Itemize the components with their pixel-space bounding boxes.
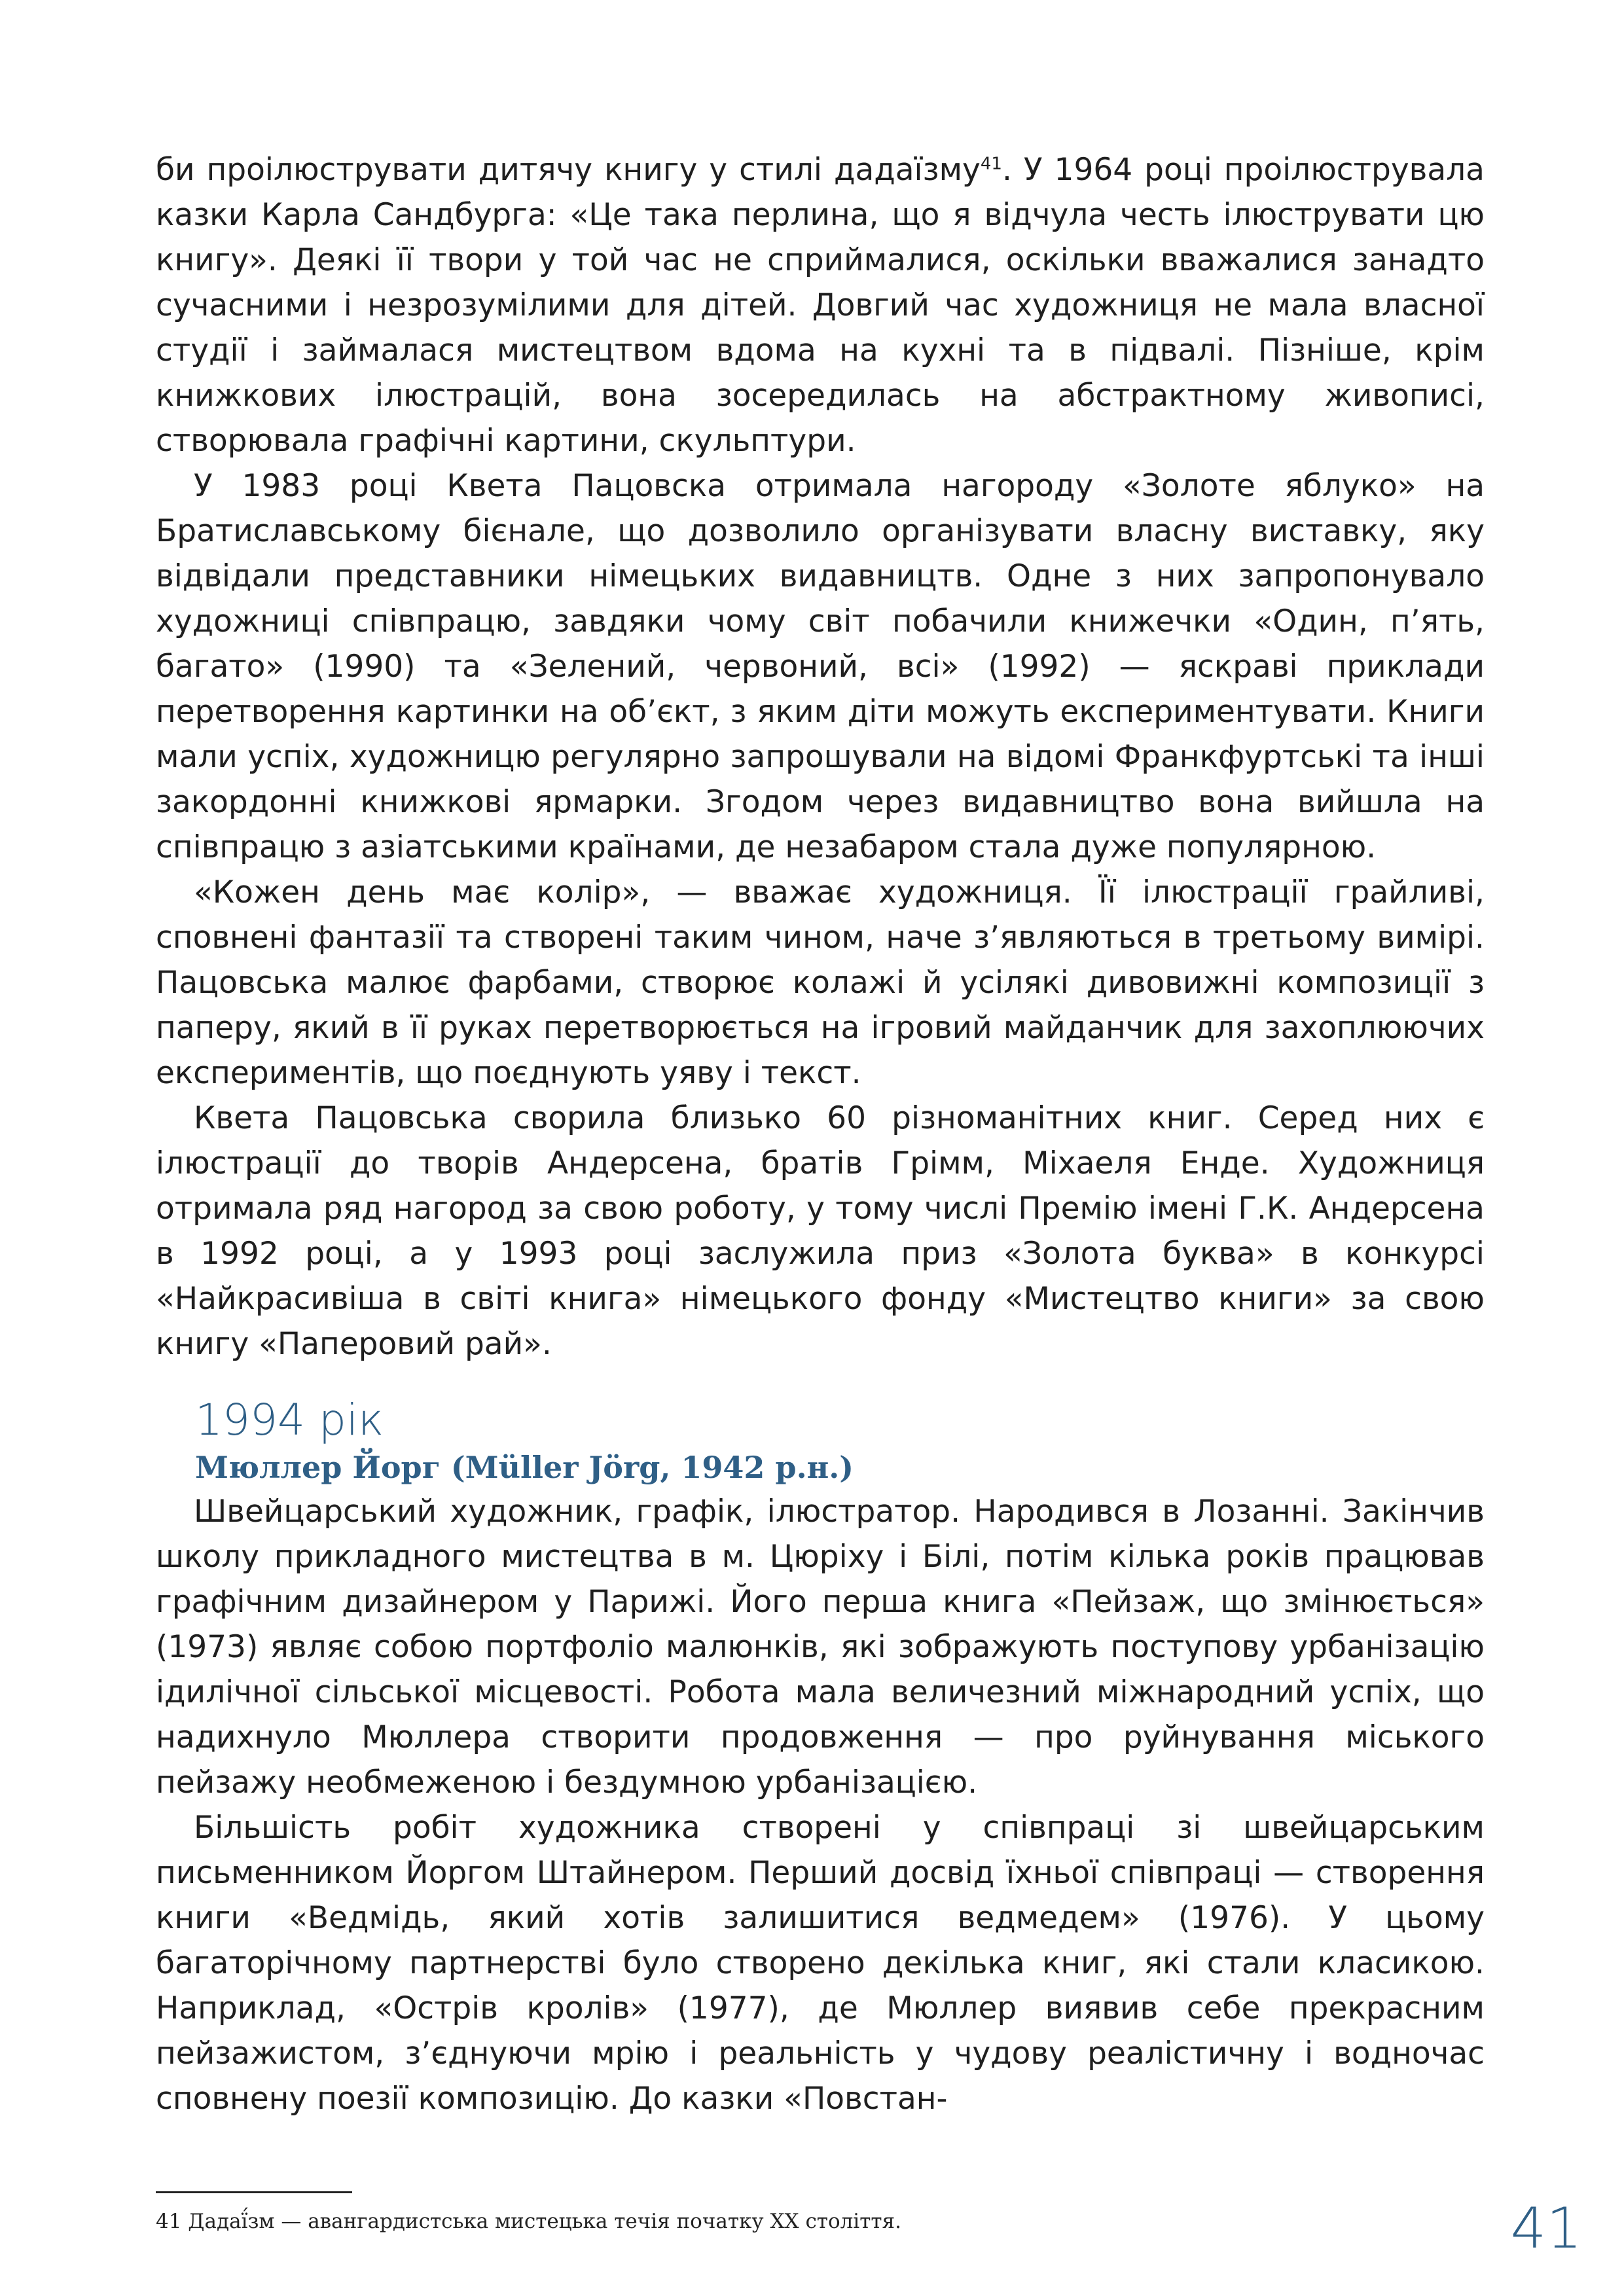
section-text <box>156 1489 1485 2121</box>
section-person-heading <box>195 1448 854 1487</box>
page-number: 41 <box>1510 2196 1582 2261</box>
intro-paragraph-3: «Кожен день має колір», — вважає художниця. Її ілюстрації грайливі, сповнені фантазії та створені таким чином, наче з’являються в третьому вимірі. Пацовська малює фарбами, створює колажі й усілякі дивовижні композиції з паперу, який в її руках перетворюється на ігровий майданчик для захоплюючих експериментів, що поєднують уяву і текст. <box>156 874 1485 1091</box>
section-year-heading: 1994 рік <box>195 1395 384 1445</box>
intro-paragraph-4: Квета Пацовська сворила близько 60 різноманітних книг. Серед них є ілюстрації до творів Андерсена, братів Грімм, Міхаеля Енде. Художниця отримала ряд нагород за свою роботу, у тому числі Премію імені Г.К. Андерсена в 1992 році, а у 1993 році заслужила приз «Золота буква» в конкурсі «Найкрасивіша в світі книга» німецького фонду «Мистецтво книги» за свою книгу «Паперовий рай». <box>156 1100 1485 1362</box>
intro-text <box>156 147 1485 1367</box>
intro-paragraph-1: би проілюструвати дитячу книгу у стилі дадаїзму$^{41}$. У 1964 році проілюструвала казки Карла Сандбурга: «Це така перлина, що я відчула честь ілюструвати цю книгу». Деякі її твори у той час не сприймалися, оскільки вважалися занадто сучасними і незрозумілими для дітей. Довгий час художниця не мала власної студії і займалася мистецтвом вдома на кухні та в підвалі. Пізніше, крім книжкових ілюстрацій, вона зосередилась на абстрактному живописі, створювала графічні картини, скульптури. <box>156 152 1485 459</box>
footnote-reference[interactable]: 41 <box>980 154 1002 174</box>
footnote-divider <box>156 2191 352 2193</box>
person-name: Мюллер Йорг <box>195 1450 441 1485</box>
person-original-name: (Müller Jörg, 1942 р.н.) <box>450 1450 854 1485</box>
intro-paragraph-2: У 1983 році Квета Пацовска отримала нагороду «Золоте яблуко» на Братиславському бієнале, що дозволило організувати власну виставку, яку відвідали представники німецьких видавництв. Одне з них запропонувало художниці співпрацю, завдяки чому світ побачили книжечки «Один, п’ять, багато» (1990) та «Зелений, червоний, всі» (1992) — яскраві приклади перетворення картинки на об’єкт, з яким діти можуть експериментувати. Книги мали успіх, художницю регулярно запрошували на відомі Франкфуртські та інші закордонні книжкові ярмарки. Згодом через видавництво вона вийшла на співпрацю з азіатськими країнами, де незабаром стала дуже популярною. <box>156 468 1485 865</box>
section-paragraph-2: Більшість робіт художника створені у співпраці зі швейцарським письменником Йоргом Штайнером. Перший досвід їхньої співпраці — створення книги «Ведмідь, який хотів залишитися ведмедем» (1976). У цьому багаторічному партнерстві було створено декілька книг, які стали класикою. Наприклад, «Острів кролів» (1977), де Мюллер виявив себе прекрасним пейзажистом, з’єднуючи мрію і реальність у чудову реалістичну і водночас сповнену поезії композицію. До казки «Повстан- <box>156 1810 1485 2117</box>
section-paragraph-1: Швейцарський художник, графік, ілюстратор. Народився в Лозанні. Закінчив школу прикладного мистецтва в м. Цюріху і Білі, потім кілька років працював графічним дизайнером у Парижі. Його перша книга «Пейзаж, що змінюється» (1973) являє собою портфоліо малюнків, які зображують поступову урбанізацію ідилічної сільської місцевості. Робота мала величезний міжнародний успіх, що надихнуло Мюллера створити продовження — про руйнування міського пейзажу необмеженою і бездумною урбанізацією. <box>156 1494 1485 1801</box>
footnote: 41 Дадаї́зм — авангардистська мистецька течія початку ХХ століття. <box>156 2210 901 2233</box>
